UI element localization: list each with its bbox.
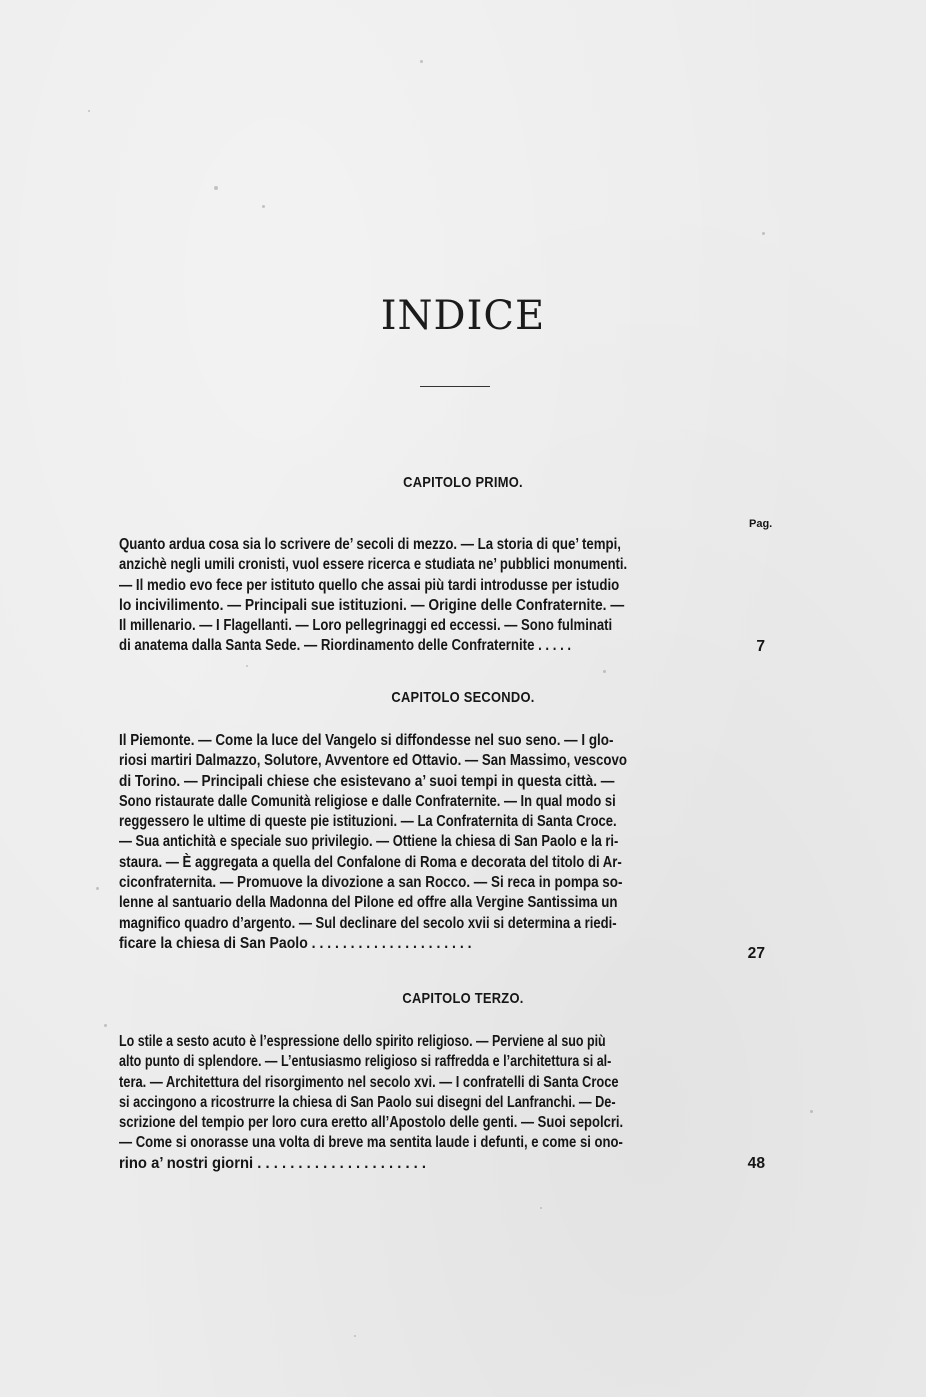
summary-line: ficare la chiesa di San Paolo . . . . . . . . . . . . . . . . . . . . . [119, 934, 472, 952]
chapter-heading: CAPITOLO TERZO. [402, 990, 524, 1007]
summary-line: di Torino. — Principali chiese che esistevano a’ suoi tempi in questa città. — [119, 772, 615, 790]
paper-speck [540, 1207, 542, 1209]
chapter-summary [119, 1032, 741, 1174]
title-divider [420, 386, 490, 387]
summary-line: ciconfraternita. — Promuove la divozione a san Rocco. — Si reca in pompa so- [119, 874, 623, 892]
summary-line: reggessero le ultime di queste pie istituzioni. — La Confraternita di Santa Croce. [119, 813, 617, 831]
summary-line: Il Piemonte. — Come la luce del Vangelo si diffondesse nel suo seno. — I glo- [119, 732, 614, 749]
summary-line: alto punto di splendore. — L’entusiasmo religioso si raffredda e l’architettura si al- [119, 1053, 612, 1071]
page-number: 7 [756, 638, 765, 655]
paper-speck [420, 60, 423, 63]
chapter-heading: CAPITOLO PRIMO. [403, 474, 523, 491]
summary-line: — Il medio evo fece per istituto quello che assai più tardi introdusse per istudio [119, 576, 620, 594]
summary-line: riosi martiri Dalmazzo, Solutore, Avventore ed Ottavio. — San Massimo, vescovo [119, 752, 628, 770]
paper-speck [262, 205, 265, 208]
summary-line: scrizione del tempio per loro cura eretto all’Apostolo delle genti. — Suoi sepolcri. [119, 1114, 624, 1132]
summary-line: lo incivilimento. — Principali sue istituzioni. — Origine delle Confraternite. — [119, 596, 625, 614]
paper-speck [88, 110, 90, 112]
page-number: 48 [747, 1155, 765, 1172]
paper-speck [354, 1335, 356, 1337]
page-title: INDICE [380, 293, 546, 339]
paper-speck [603, 670, 606, 673]
summary-line: lenne al santuario della Madonna del Pilone ed offre alla Vergine Santissima un [119, 894, 618, 912]
summary-line: Quanto ardua cosa sia lo scrivere de’ secoli di mezzo. — La storia di que’ tempi, [119, 536, 621, 553]
paper-speck [810, 1110, 813, 1113]
page-column-label: Pag. [749, 518, 773, 530]
summary-line: tera. — Architettura del risorgimento nel secolo xvi. — I confratelli di Santa Croce [119, 1073, 619, 1091]
summary-line: di anatema dalla Santa Sede. — Riordinamento delle Confraternite . . . . . [119, 637, 572, 655]
summary-line: rino a’ nostri giorni . . . . . . . . . . . . . . . . . . . . . [119, 1154, 427, 1172]
paper-speck [214, 186, 218, 190]
summary-line: Il millenario. — I Flagellanti. — Loro pellegrinaggi ed eccessi. — Sono fulminati [119, 617, 613, 635]
paper-speck [96, 887, 99, 890]
summary-line: anzichè negli umili cronisti, vuol essere ricerca e studiata ne’ pubblici monumenti. [119, 556, 628, 574]
page-number: 27 [747, 945, 765, 962]
chapter-heading: CAPITOLO SECONDO. [391, 689, 535, 706]
chapter-summary [119, 535, 741, 657]
summary-line: — Sua antichità e speciale suo privilegio. — Ottiene la chiesa di San Paolo e la ri- [119, 833, 619, 851]
paper-speck [246, 665, 248, 667]
chapter-summary [119, 731, 741, 954]
summary-line: si accingono a ricostrurre la chiesa di San Paolo sui disegni del Lanfranchi. — De- [119, 1093, 616, 1111]
summary-line: — Come si onorasse una volta di breve ma sentita laude i defunti, e come si ono- [119, 1134, 623, 1152]
paper-speck [762, 232, 765, 235]
paper-speck [104, 1024, 107, 1027]
summary-line: Lo stile a sesto acuto è l’espressione dello spirito religioso. — Perviene al suo più [119, 1033, 606, 1050]
summary-line: magnifico quadro d’argento. — Sul declinare del secolo xvii si determina a riedi- [119, 914, 617, 932]
summary-line: Sono ristaurate dalle Comunità religiose e dalle Confraternite. — In qual modo si [119, 792, 616, 810]
summary-line: staura. — È aggregata a quella del Confalone di Roma e decorata del titolo di Ar- [119, 853, 622, 871]
